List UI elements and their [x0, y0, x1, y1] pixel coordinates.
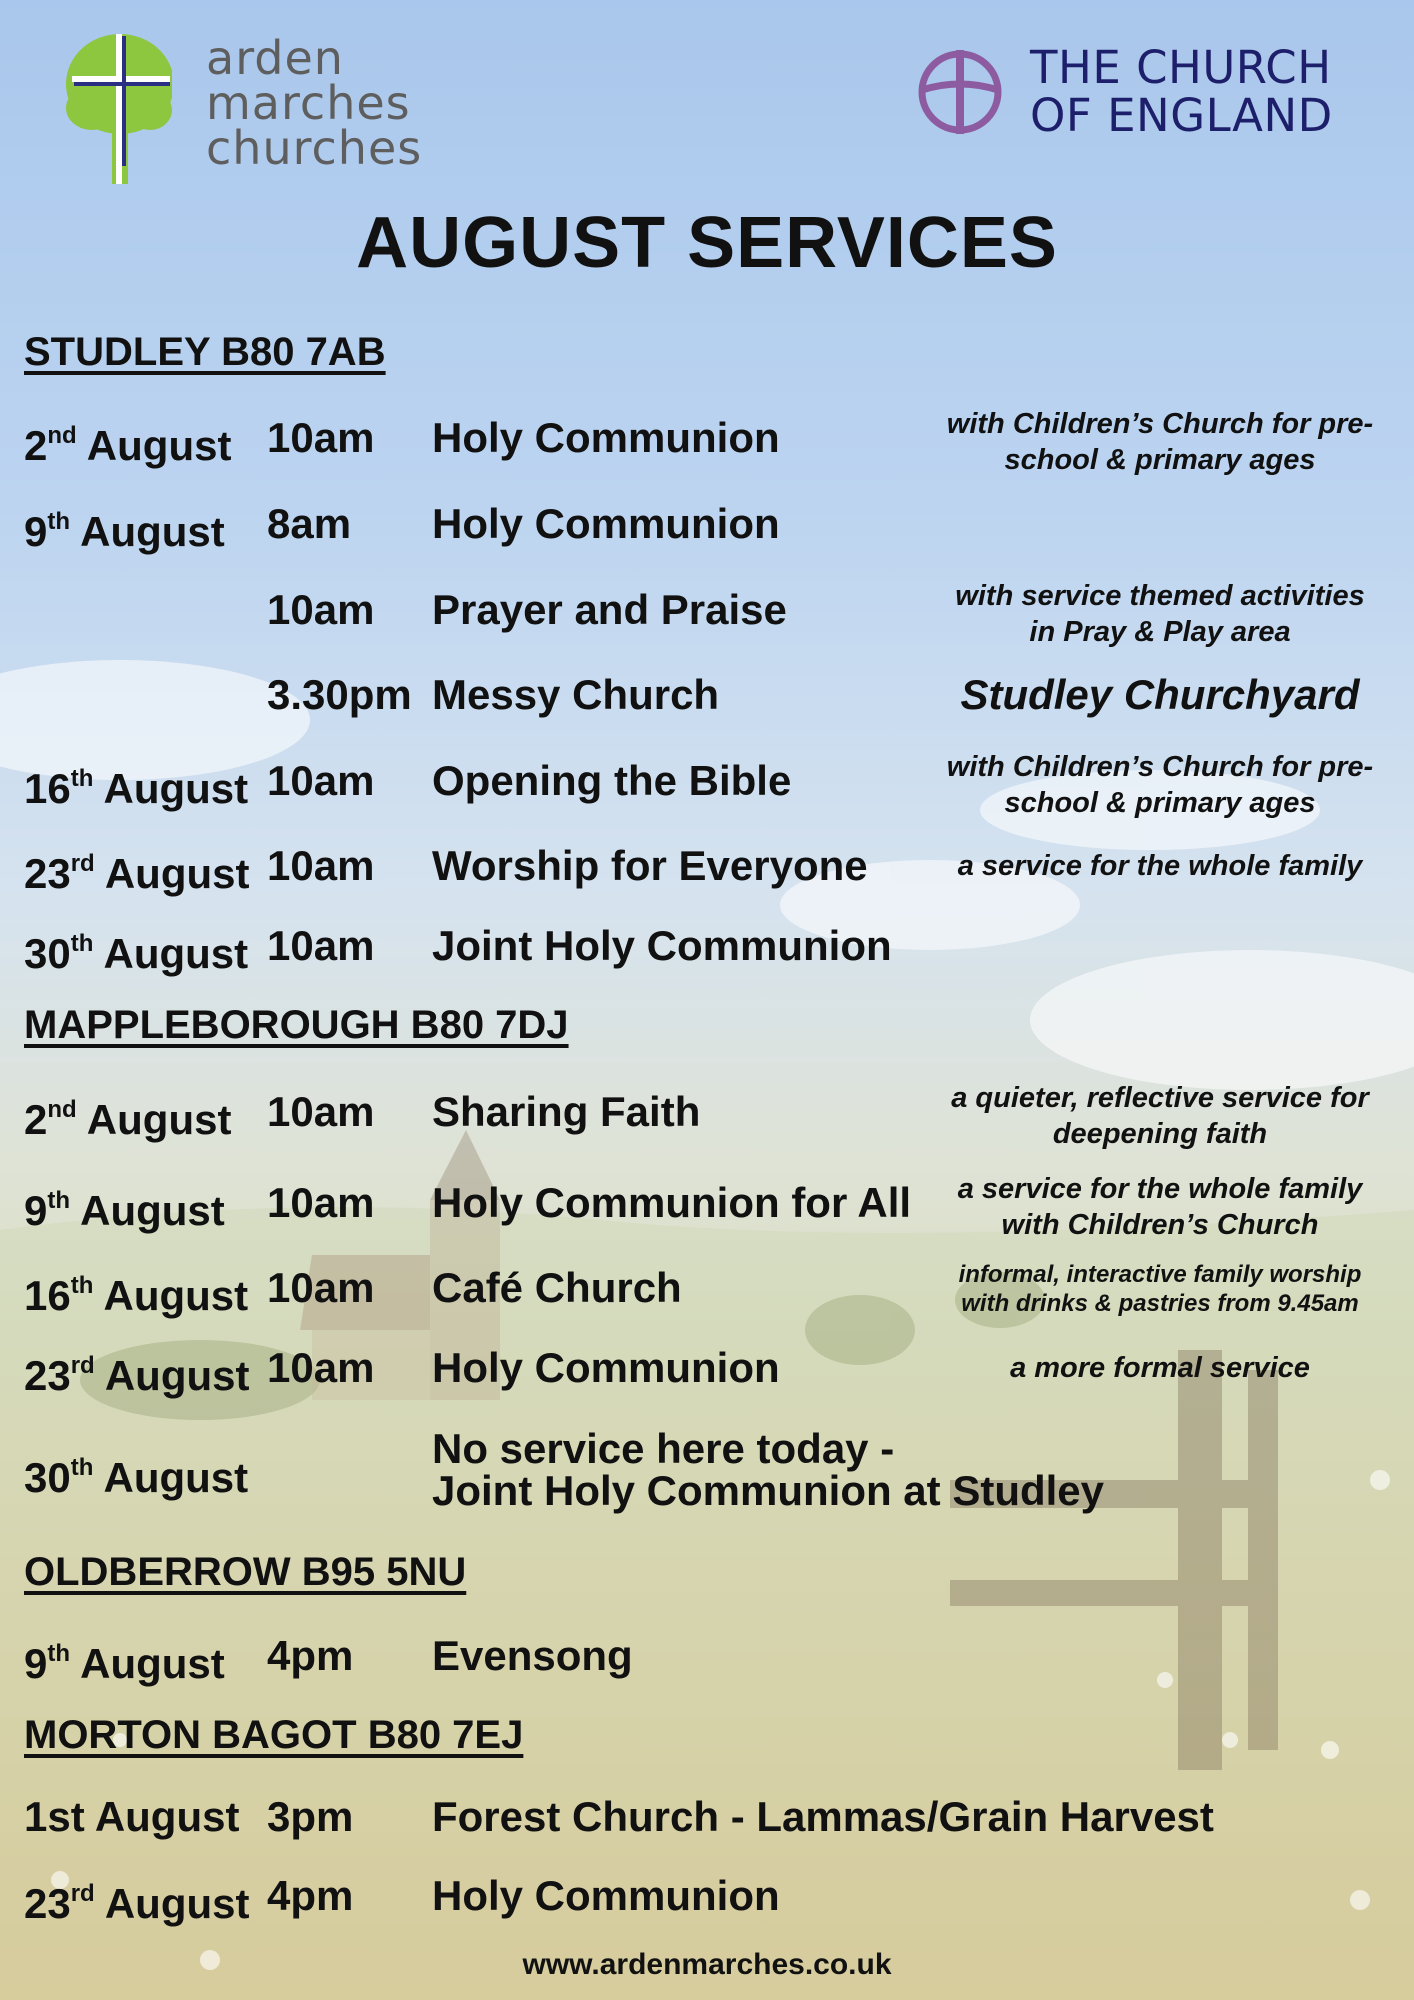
arden-marches-wordmark — [206, 31, 423, 175]
arden-wordmark-line-1: arden — [206, 31, 344, 85]
service-time: 10am — [267, 586, 375, 633]
section-title-mappleborough: MAPPLEBOROUGH B80 7DJ — [24, 1003, 569, 1047]
service-time: 3.30pm — [267, 671, 412, 718]
arden-wordmark-line-3: churches — [206, 121, 423, 175]
service-time: 10am — [267, 414, 375, 461]
service-time: 4pm — [267, 1632, 354, 1679]
service-note: informal, interactive family worship with drinks & pastries from 9.45am — [958, 1261, 1362, 1317]
service-time: 3pm — [267, 1793, 354, 1840]
service-name: Worship for Everyone — [432, 842, 868, 889]
service-note: with service themed activities in Pray & Play area — [955, 580, 1365, 648]
service-time: 10am — [267, 842, 375, 889]
service-name: Holy Communion — [432, 1872, 780, 1919]
service-date: 9th August — [24, 1187, 225, 1234]
service-time: 10am — [267, 1088, 375, 1135]
service-name: Joint Holy Communion — [432, 922, 892, 969]
service-name: Holy Communion — [432, 500, 780, 547]
church-of-england-logo — [916, 41, 1366, 144]
service-time: 8am — [267, 500, 352, 547]
service-date: 2nd August — [24, 422, 232, 469]
service-name: No service here today - Joint Holy Communion at Studley — [432, 1425, 1105, 1514]
service-date: 16th August — [24, 765, 249, 812]
service-time: 4pm — [267, 1872, 354, 1919]
service-time: 10am — [267, 1179, 375, 1226]
page-title: AUGUST SERVICES — [356, 203, 1058, 283]
service-name: Café Church — [432, 1264, 682, 1311]
service-time: 10am — [267, 757, 375, 804]
arden-marches-logo — [62, 22, 462, 192]
service-note: a service for the whole family — [957, 850, 1363, 882]
coe-wordmark-line-2: OF ENGLAND — [1030, 89, 1333, 142]
service-date: 23rd August — [24, 850, 250, 897]
service-date: 2nd August — [24, 1096, 232, 1143]
service-name: Sharing Faith — [432, 1088, 701, 1135]
service-note: a quieter, reflective service for deepening faith — [951, 1082, 1369, 1150]
service-date: 30th August — [24, 930, 249, 977]
service-name: Holy Communion — [432, 414, 780, 461]
service-time: 10am — [267, 922, 375, 969]
service-name: Holy Communion for All — [432, 1179, 912, 1226]
church-of-england-wordmark — [1030, 41, 1333, 142]
service-name: Opening the Bible — [432, 757, 792, 804]
section-title-studley: STUDLEY B80 7AB — [24, 330, 386, 374]
coe-wordmark-line-1: THE CHURCH — [1030, 41, 1332, 94]
service-location-note: Studley Churchyard — [960, 671, 1360, 718]
service-name: Messy Church — [432, 671, 720, 718]
church-of-england-cross-icon — [916, 48, 1004, 136]
service-note: a service for the whole family with Children’s Church — [957, 1173, 1363, 1241]
service-date: 9th August — [24, 508, 225, 555]
service-date: 1st August — [24, 1793, 240, 1840]
service-date: 16th August — [24, 1272, 249, 1319]
service-note: a more formal service — [1010, 1352, 1310, 1384]
service-time: 10am — [267, 1264, 375, 1311]
service-note: with Children’s Church for pre- school & primary ages — [946, 751, 1374, 819]
service-date: 23rd August — [24, 1880, 250, 1927]
website-url: www.ardenmarches.co.uk — [522, 1948, 892, 1981]
service-name: Prayer and Praise — [432, 586, 787, 633]
service-note: with Children’s Church for pre- school & primary ages — [946, 408, 1374, 476]
service-date: 23rd August — [24, 1352, 250, 1399]
service-date: 9th August — [24, 1640, 225, 1687]
arden-wordmark-line-2: marches — [206, 76, 411, 130]
service-time: 10am — [267, 1344, 375, 1391]
section-title-morton-bagot: MORTON BAGOT B80 7EJ — [24, 1713, 524, 1757]
service-name: Forest Church - Lammas/Grain Harvest — [432, 1793, 1214, 1840]
tree-cross-icon — [62, 22, 172, 192]
section-title-oldberrow: OLDBERROW B95 5NU — [24, 1550, 467, 1594]
service-name: Evensong — [432, 1632, 633, 1679]
service-date: 30th August — [24, 1454, 249, 1501]
service-name: Holy Communion — [432, 1344, 780, 1391]
